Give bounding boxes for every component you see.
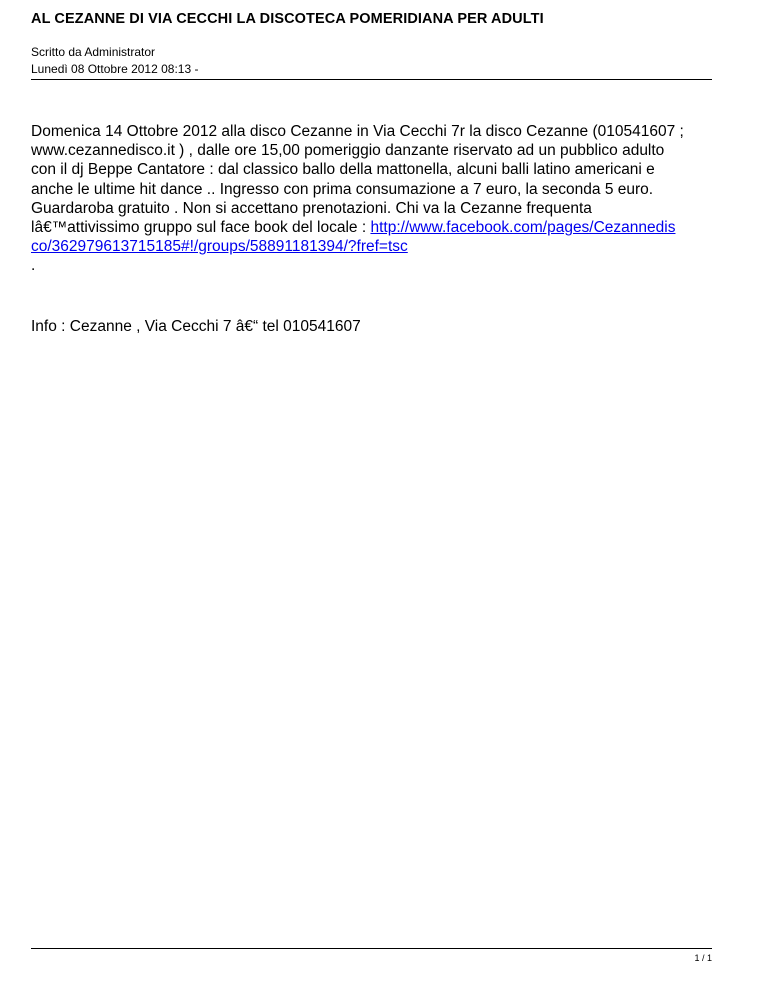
trailing-dot: . <box>31 257 36 275</box>
facebook-prefix: lâ€™attivissimo gruppo sul face book del locale : <box>31 219 371 237</box>
header-divider <box>31 79 712 80</box>
article-line: con il dj Beppe Cantatore : dal classico ballo della mattonella, alcuni balli latino americani e <box>31 161 655 179</box>
facebook-link-part1[interactable]: http://www.facebook.com/pages/Cezannedis <box>370 219 676 237</box>
author-line: Scritto da Administrator <box>31 45 156 59</box>
facebook-line <box>31 218 721 237</box>
article-body <box>31 122 721 276</box>
footer-divider <box>31 948 712 949</box>
article-line: www.cezannedisco.it ) , dalle ore 15,00 pomeriggio danzante riservato ad un pubblico adulto <box>31 142 665 160</box>
info-line: Info : Cezanne , Via Cecchi 7 â€“ tel 010541607 <box>31 318 361 335</box>
article-meta <box>31 44 198 78</box>
page-number: 1 / 1 <box>694 953 712 963</box>
article-line: Domenica 14 Ottobre 2012 alla disco Cezanne in Via Cecchi 7r la disco Cezanne (010541607 ; <box>31 123 684 140</box>
article-line: anche le ultime hit dance .. Ingresso con prima consumazione a 7 euro, la seconda 5 euro. <box>31 180 654 198</box>
facebook-link-line <box>31 237 721 256</box>
date-line: Lunedì 08 Ottobre 2012 08:13 - <box>31 62 199 76</box>
facebook-link-part2[interactable]: co/362979613715185#!/groups/58891181394/?fref=tsc <box>31 238 408 256</box>
page-title: AL CEZANNE DI VIA CECCHI LA DISCOTECA POMERIDIANA PER ADULTI <box>31 11 544 27</box>
article-line: Guardaroba gratuito . Non si accettano prenotazioni. Chi va la Cezanne frequenta <box>31 199 592 217</box>
